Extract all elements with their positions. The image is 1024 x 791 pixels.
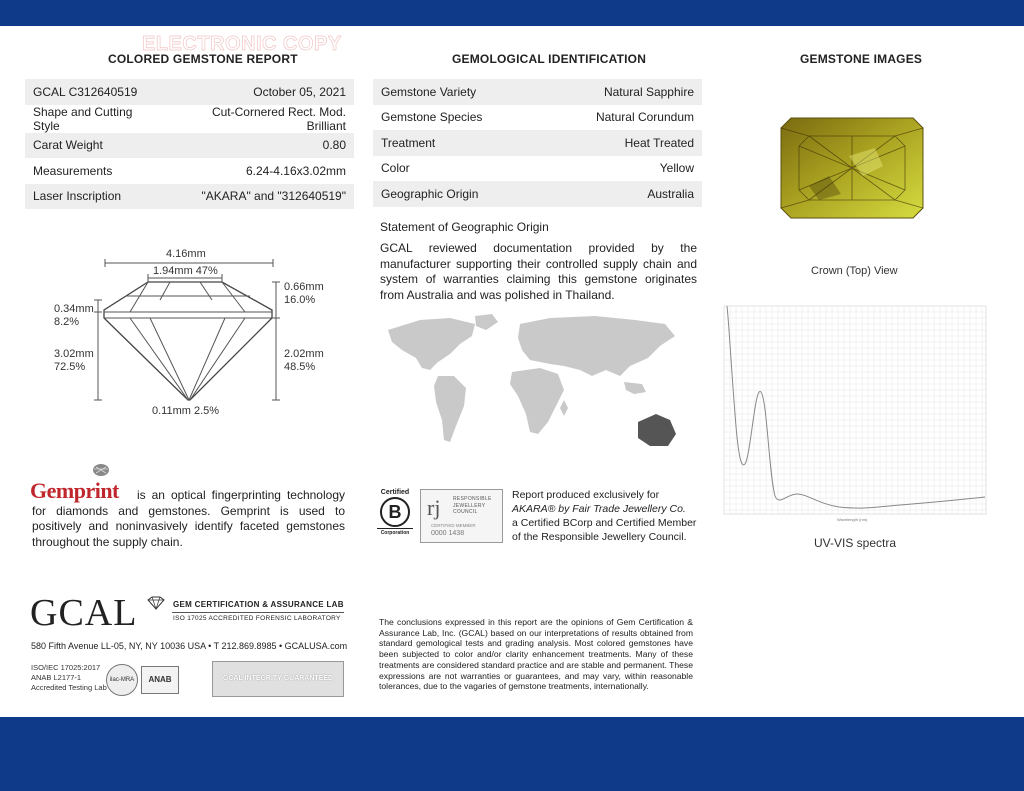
report-value: "AKARA" and "312640519" bbox=[167, 184, 354, 210]
gcal-lab-name: GEM CERTIFICATION & ASSURANCE LAB bbox=[173, 600, 344, 609]
crown-left-pct: 8.2% bbox=[54, 316, 80, 328]
exclusivity-line-2: AKARA® by Fair Trade Jewellery Co. bbox=[512, 503, 686, 515]
report-row bbox=[25, 79, 354, 105]
ident-label: Geographic Origin bbox=[373, 181, 540, 207]
exclusivity-line-3: a Certified BCorp and Certified Member bbox=[512, 517, 697, 529]
exclusivity-line-1: Report produced exclusively for bbox=[512, 489, 660, 501]
australia-highlight bbox=[638, 414, 676, 446]
rjc-member-number: 0000 1438 bbox=[431, 530, 465, 537]
report-label: Laser Inscription bbox=[25, 184, 167, 210]
width-label: 4.16mm bbox=[166, 248, 206, 260]
crown-right-mm: 0.66mm bbox=[284, 281, 324, 293]
bottom-banner bbox=[0, 717, 1024, 791]
ilac-mra-badge: ilac-MRA bbox=[106, 664, 138, 696]
ident-row bbox=[373, 181, 702, 207]
ident-value: Natural Corundum bbox=[595, 110, 694, 125]
exclusivity-statement bbox=[512, 488, 696, 544]
report-value: 0.80 bbox=[167, 133, 354, 159]
crown-left-mm: 0.34mm bbox=[54, 303, 94, 315]
world-map bbox=[380, 310, 700, 470]
report-label: Shape and Cutting Style bbox=[33, 104, 133, 133]
integrity-guaranteed-seal: GCAL INTEGRITY GUARANTEED bbox=[212, 661, 344, 697]
report-row bbox=[25, 158, 354, 184]
spectra-x-axis-label: Wavelength (nm) bbox=[837, 517, 868, 522]
pavilion-mm: 2.02mm bbox=[284, 348, 324, 360]
gemprint-logo: Gemprint bbox=[30, 478, 119, 503]
ident-value: Natural Sapphire bbox=[540, 79, 702, 105]
origin-heading: Statement of Geographic Origin bbox=[380, 220, 549, 234]
pavilion-pct: 48.5% bbox=[284, 361, 316, 373]
report-value: 6.24-4.16x3.02mm bbox=[245, 163, 346, 178]
ident-label: Gemstone Variety bbox=[373, 79, 540, 105]
rjc-member-label: CERTIFIED MEMBER bbox=[431, 523, 476, 528]
bcorp-b-mark: B bbox=[380, 497, 410, 527]
report-row bbox=[25, 105, 354, 133]
uv-vis-spectra-chart bbox=[719, 304, 989, 524]
rjc-line-1: RESPONSIBLE bbox=[453, 496, 492, 502]
bcorp-logo bbox=[377, 489, 413, 536]
rjc-name bbox=[453, 496, 492, 516]
crown-view-caption: Crown (Top) View bbox=[811, 265, 898, 277]
ident-label: Color bbox=[381, 161, 410, 176]
ident-label: Gemstone Species bbox=[381, 110, 483, 125]
report-value: October 05, 2021 bbox=[167, 79, 354, 105]
depth-pct: 72.5% bbox=[54, 361, 86, 373]
culet-label: 0.11mm 2.5% bbox=[152, 405, 220, 417]
rjc-monogram: rj bbox=[427, 495, 441, 520]
top-banner bbox=[0, 0, 1024, 26]
accred-line-3: Accredited Testing Lab bbox=[31, 683, 107, 692]
spectra-caption: UV-VIS spectra bbox=[814, 536, 897, 550]
gcal-diamond-icon bbox=[146, 596, 166, 610]
ident-row bbox=[373, 156, 702, 182]
ident-row bbox=[373, 105, 702, 131]
gemstone-photo bbox=[779, 116, 925, 220]
bcorp-top-text: Certified bbox=[380, 489, 410, 496]
report-label: Measurements bbox=[33, 163, 113, 178]
ident-value: Australia bbox=[540, 181, 702, 207]
bcorp-bottom-text: Corporation bbox=[377, 528, 413, 536]
accreditation-text bbox=[31, 663, 107, 693]
rjc-line-3: COUNCIL bbox=[453, 509, 478, 515]
proportion-diagram bbox=[40, 240, 340, 420]
anab-badge: ANAB bbox=[141, 666, 179, 694]
table-label: 1.94mm 47% bbox=[153, 265, 218, 277]
gcal-address: 580 Fifth Avenue LL-05, NY, NY 10036 USA • T 212.869.8985 • GCALUSA.com bbox=[31, 641, 348, 651]
report-value: Cut-Cornered Rect. Mod. Brilliant bbox=[211, 104, 346, 133]
report-section-title: COLORED GEMSTONE REPORT bbox=[108, 52, 298, 66]
depth-mm: 3.02mm bbox=[54, 348, 94, 360]
report-label: GCAL C312640519 bbox=[25, 79, 167, 105]
ident-value: Yellow bbox=[659, 161, 694, 176]
exclusivity-line-4: of the Responsible Jewellery Council. bbox=[512, 531, 687, 543]
gemprint-gem-icon bbox=[92, 463, 110, 477]
crown-right-pct: 16.0% bbox=[284, 294, 316, 306]
origin-statement: GCAL reviewed documentation provided by the manufacturer supporting their controlled supply chain and system of warranties claiming this gemstone originates from Australia and was polished in Thailand. bbox=[380, 241, 697, 302]
report-details-table bbox=[25, 79, 354, 209]
report-row bbox=[25, 133, 354, 159]
gcal-iso-line: ISO 17025 ACCREDITED FORENSIC LABORATORY bbox=[173, 615, 341, 622]
accred-line-1: ISO/IEC 17025:2017 bbox=[31, 663, 101, 672]
ident-row bbox=[373, 79, 702, 105]
disclaimer-text: The conclusions expressed in this report are the opinions of Gem Certification & Assurance Lab, Inc. (GCAL) based on our interpretations of results obtained from standard gemological tests and grading analysis. Most colored gemstones have been subjected to color and/or clarity enhancement treatments. Many of these treatments are considered standard practice and are stable and permanent. These expressions are not warranties or guarantees, and may vary, within reasonable tolerances, due to the vagaries of gemstone treatments, internationally. bbox=[379, 617, 693, 692]
identification-section-title: GEMOLOGICAL IDENTIFICATION bbox=[452, 52, 647, 66]
ident-row bbox=[373, 130, 702, 156]
images-section-title: GEMSTONE IMAGES bbox=[800, 52, 923, 66]
rjc-line-2: JEWELLERY bbox=[453, 502, 486, 509]
ident-label: Treatment bbox=[373, 130, 540, 156]
report-row bbox=[25, 184, 354, 210]
ident-value: Heat Treated bbox=[540, 130, 702, 156]
gcal-logo: GCAL bbox=[30, 592, 138, 634]
identification-table bbox=[373, 79, 702, 207]
report-label: Carat Weight bbox=[25, 133, 167, 159]
accred-line-2: ANAB L2177-1 bbox=[31, 673, 82, 682]
electronic-copy-watermark: ELECTRONIC COPY bbox=[142, 33, 342, 55]
rjc-certificate-badge bbox=[420, 489, 503, 543]
gemprint-description: is an optical fingerprinting technology for diamonds and gemstones. Gemprint is used to positively and noninvasively identify faceted gemstones throughout the supply chain. bbox=[32, 488, 345, 549]
gcal-divider bbox=[172, 612, 344, 613]
